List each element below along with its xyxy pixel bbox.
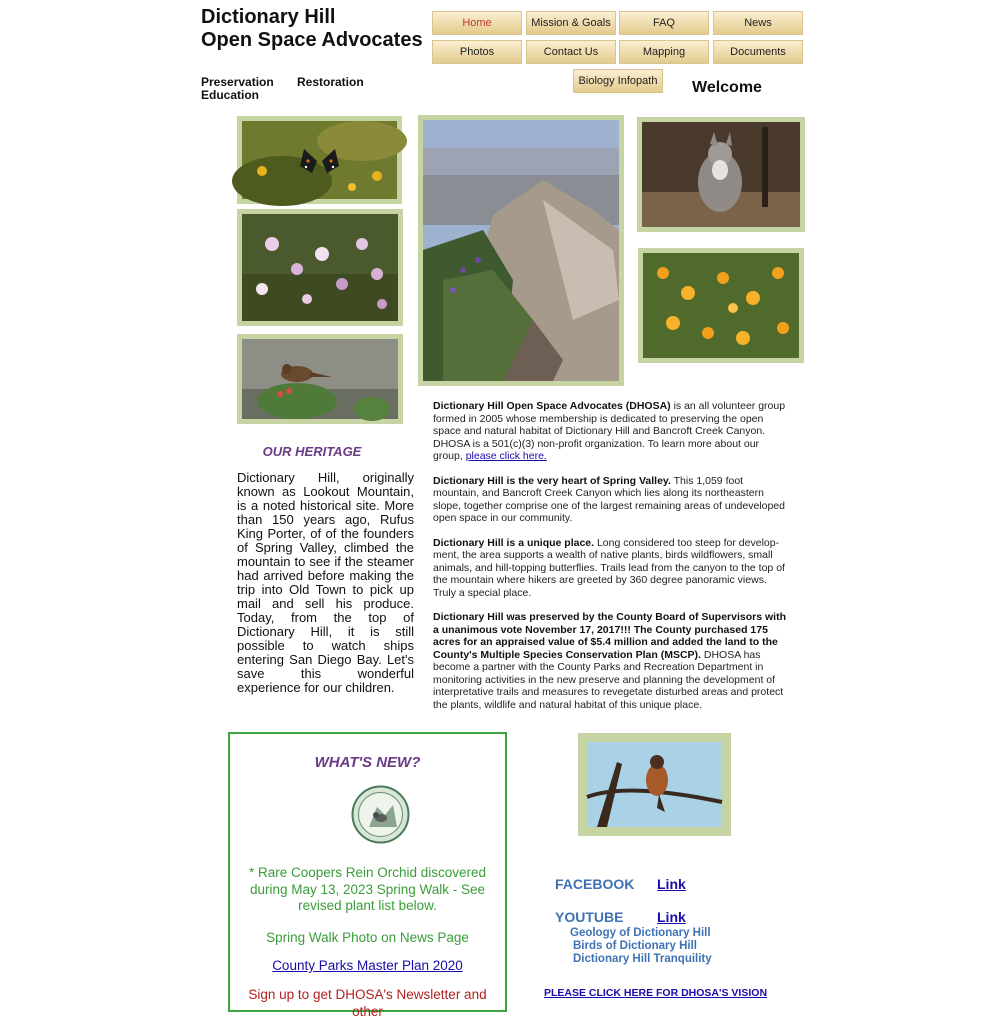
poppies-photo [638,248,804,363]
city-view-photo [418,115,624,386]
news-spring-walk[interactable]: Spring Walk Photo on News Page [266,930,469,945]
wildflowers-photo [237,209,403,326]
nav-biology-infopath[interactable]: Biology Infopath [573,69,663,93]
nav-news[interactable]: News [713,11,803,35]
butterfly-photo [237,116,402,204]
about-text: is an all volunteer group formed in 2005 whose membership is dedicated to preserving the open space and natural habitat of Dictionary Hill and Bancroft Creek Canyon. DHOSA is a 501(c)(3) non-profit organization. To learn more about our group, [433,400,786,462]
nav-home[interactable]: Home [432,11,522,35]
bird-branch-photo [578,733,731,836]
nav-photos[interactable]: Photos [432,40,522,64]
geology-link[interactable]: Geology of Dictionary Hill [570,927,711,939]
unique-paragraph [433,537,791,600]
nav-contact-us[interactable]: Contact Us [526,40,616,64]
preserved-paragraph [433,611,791,711]
birds-link[interactable]: Birds of Dictionary Hill [573,940,697,952]
wren-cactus-photo [237,334,403,424]
newsletter-signup[interactable]: Sign up to get DHOSA's Newsletter and other [248,987,487,1019]
nav-mission-goals[interactable]: Mission & Goals [526,11,616,35]
site-title-line2: Open Space Advocates [201,29,423,51]
heritage-text: Dictionary Hill, originally known as Lookout Mountain, is a noted historical site. More than 150 years ago, Rufus King Porter, of of the founders of Spring Valley, climbed the mountain to see if the steamer had arrived before making the trip into Old Town to pick up mail and sell his produce. Today, from the top of Dictionary Hill, it is still possible to watch ships entering San Diego Bay. Let's save this wonderful experience for our children. [237,470,414,695]
youtube-link[interactable]: Link [657,909,686,925]
nav-faq[interactable]: FAQ [619,11,709,35]
fox-photo [637,117,805,232]
nav-documents[interactable]: Documents [713,40,803,64]
tranquility-link[interactable]: Dictionary Hill Tranquility [573,953,712,965]
welcome-heading: Welcome [692,79,762,96]
whats-new-box [228,732,507,1019]
unique-bold: Dictionary Hill is a unique place. [433,536,595,549]
heritage-title: OUR HERITAGE [262,444,362,459]
tagline-education: Education [201,88,260,102]
facebook-label: FACEBOOK [555,876,635,892]
about-paragraph [433,400,791,463]
learn-more-link[interactable]: please click here. [465,450,547,462]
whats-new-title: WHAT'S NEW? [314,754,421,771]
dhosa-logo [351,785,410,844]
site-title [201,6,423,52]
county-parks-link[interactable]: County Parks Master Plan 2020 [272,958,463,973]
facebook-link[interactable]: Link [657,876,686,892]
preserved-bold: Dictionary Hill was preserved by the County Board of Supervisors with a unanimous vote November 17, 2017!!! The County purchased 175 acres for an appraised value of $5.4 million and added the land to the County's Multiple Species Conservation Plan (MSCP). [433,611,786,661]
main-content [433,400,791,723]
news-orchid: * Rare Coopers Rein Orchid discovered during May 13, 2023 Spring Walk - See revised plant list below. [248,865,487,913]
about-bold: Dictionary Hill Open Space Advocates (DHOSA) [433,400,671,412]
preserved-text: DHOSA has become a partner with the County Parks and Recreation Department in monitoring activities in the new preserve and planning the development of interpretative trails and measures to revegetate disturbed areas and protect the plants, wildlife and natural habitat of this unique place. [433,648,784,711]
unique-text: Long considered too steep for develop-ment, the area supports a wealth of native plants, birds wildflowers, small animals, and hill-topping butterflies. Trails lead from the canyon to the top of the mountain where hikers are greeted by 360 degree panoramic views. Truly a special place. [433,536,785,599]
heart-text: This 1,059 foot mountain, and Bancroft Creek Canyon which lies along its northeastern slope, together comprise one of the largest remaining areas of undeveloped open space in our community. [433,474,785,524]
tagline-preservation: Preservation [201,75,274,89]
youtube-label: YOUTUBE [555,909,624,925]
site-title-line1: Dictionary Hill [201,6,336,28]
tagline-restoration: Restoration [297,75,364,89]
vision-link[interactable]: PLEASE CLICK HERE FOR DHOSA'S VISION [544,987,768,999]
nav-mapping[interactable]: Mapping [619,40,709,64]
heart-paragraph [433,475,791,525]
heart-bold: Dictionary Hill is the very heart of Spring Valley. [433,474,671,487]
